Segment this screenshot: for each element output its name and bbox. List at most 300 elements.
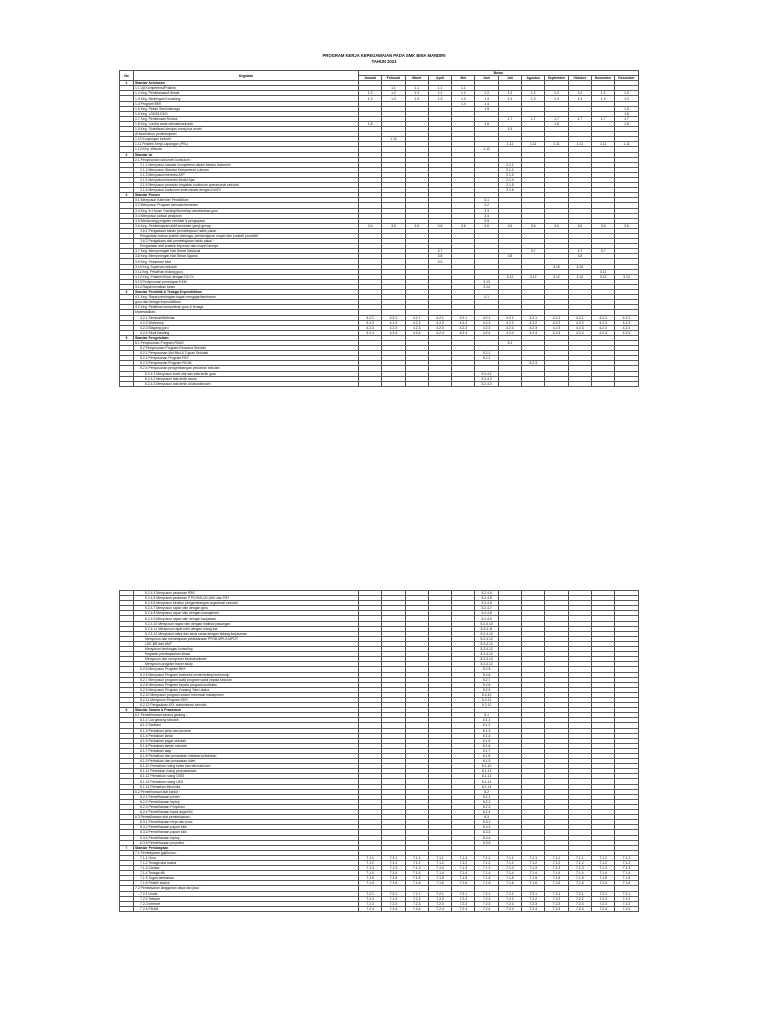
month-cell-desember: 7.1.1 — [615, 855, 638, 860]
month-cell-desember: 1.5 — [615, 106, 638, 111]
month-cell-agustus: 4.2.3 — [522, 325, 545, 330]
month-cell-november: 3.11 — [591, 269, 614, 274]
month-cell-mei: 1.2 — [452, 91, 475, 96]
month-cell-agustus: 1.11 — [522, 142, 545, 147]
month-cell-september: 4.2.1 — [545, 315, 568, 320]
activity-label: 6.2.4 Pemeliharaan kipas angin/AC — [134, 810, 359, 815]
month-cell-september: 7.1.5 — [545, 876, 568, 881]
month-cell-september: 7.2.1 — [545, 891, 568, 896]
header-month-mei: Mei — [452, 76, 475, 81]
activity-label: 7.1.2 Tenaga tata usaha — [134, 860, 359, 865]
month-cell-juni: 4.2.1 — [475, 315, 498, 320]
activity-label: 1.3 Keg. Bimbingan Konseling — [134, 96, 359, 101]
month-cell-juni: 6.1.14 — [475, 784, 498, 789]
activity-label: 6.1.3 Perbaikan pintu dan jendela — [134, 728, 359, 733]
month-cell-september — [545, 381, 568, 386]
month-cell-juli: 7.1.4 — [498, 871, 521, 876]
activity-label: 3.11 Keg. Pelatihan bidang guru — [134, 269, 359, 274]
row-number: 4 — [120, 290, 134, 295]
month-cell-agustus: 7.2.3 — [522, 901, 545, 906]
month-cell-februari: 7.2.3 — [382, 901, 405, 906]
activity-label: 6.1.7 Perbaikan atap — [134, 748, 359, 753]
activity-label: 6.2 Pemeliharaan alat kantor : — [134, 789, 359, 794]
activity-label: 3.9 Keg. Pesantren kilat — [134, 259, 359, 264]
month-cell-juni: 5.2.4.8 — [475, 611, 498, 616]
header-kegiatan: Kegiatan — [134, 71, 359, 81]
month-cell-juni: 6.3 — [475, 815, 498, 820]
month-cell-januari: 7.1.4 — [359, 871, 382, 876]
month-cell-agustus: 7.1.2 — [522, 860, 545, 865]
month-cell-november: 3.6 — [591, 223, 614, 228]
month-cell-januari: 7.2.3 — [359, 901, 382, 906]
activity-label: 2.1.6 Menyusun kurikulum sinkronisasi dengan DU/DI — [134, 188, 359, 193]
month-cell-oktober: 7.1.3 — [568, 866, 591, 871]
month-cell-mei: 7.1.4 — [452, 871, 475, 876]
month-cell-februari: 7.1.3 — [382, 866, 405, 871]
month-cell-februari: 4.2.2 — [382, 320, 405, 325]
month-cell-juni: 6.3.4 — [475, 835, 498, 840]
month-cell-juni: 3.3 — [475, 208, 498, 213]
month-cell-juli: 1.2 — [498, 91, 521, 96]
month-cell-februari: 1.3 — [382, 96, 405, 101]
activity-label: 1.2 Keg. Pembiasaan/Literasi — [134, 91, 359, 96]
month-cell-juni: 5.2.4.12 — [475, 657, 498, 662]
activity-label: 5.2.4.7 Menyusun rapat rutin dengan guru — [134, 606, 359, 611]
header-month-april: April — [428, 76, 451, 81]
month-cell-februari: 7.1.6 — [382, 881, 405, 886]
month-cell-maret: 7.1.5 — [405, 876, 428, 881]
month-cell-juni: 6.3.3 — [475, 830, 498, 835]
month-cell-juni: 5.2.9 — [475, 687, 498, 692]
month-cell-oktober: 4.2.1 — [568, 315, 591, 320]
month-cell-juni: 3.2 — [475, 203, 498, 208]
month-cell-mei: 7.1.2 — [452, 860, 475, 865]
month-cell-mei — [452, 381, 475, 386]
activity-label: 2.1.2 Menyusun Standar Kompetensi Lulusan — [134, 167, 359, 172]
header-month-september: September — [545, 76, 568, 81]
month-cell-mei: 4.2.2 — [452, 320, 475, 325]
month-cell-mei: 7.1.6 — [452, 881, 475, 886]
activity-label: 3.13 Penyusunan penetapan KKM — [134, 279, 359, 284]
month-cell-juni: 6.1 — [475, 713, 498, 718]
activity-label: 5.1 Penyusunan Program RKAS — [134, 340, 359, 345]
month-cell-maret: 7.2.4 — [405, 906, 428, 911]
header-month-februari: Februari — [382, 76, 405, 81]
month-cell-juni: 6.1.6 — [475, 743, 498, 748]
month-cell-februari — [382, 381, 405, 386]
activity-label: 4.2.3 Magang guru — [134, 325, 359, 330]
month-cell-juni: 7.1.4 — [475, 871, 498, 876]
month-cell-desember: 4.2.2 — [615, 320, 638, 325]
month-cell-mei: 7.1.3 — [452, 866, 475, 871]
activity-label: 3.10 Keg. Supervisi sekolah — [134, 264, 359, 269]
month-cell-september: 4.2.4 — [545, 330, 568, 335]
month-cell-september: 7.2.2 — [545, 896, 568, 901]
month-cell-desember: 7.2.2 — [615, 896, 638, 901]
activity-label: Menyusun dan menetapkan pelaksanaan PPDB,MPLS,MPDT, — [134, 636, 359, 641]
row-number: 5 — [120, 335, 134, 340]
month-cell-maret: 7.2.1 — [405, 891, 428, 896]
activity-label: 1.6 Keg. LDKS/LDKO — [134, 111, 359, 116]
month-cell-agustus: 7.2.2 — [522, 896, 545, 901]
month-cell-desember: 4.2.4 — [615, 330, 638, 335]
activity-label: 3.6.1 Pengadaan bahan pembelajaran habis pakai : — [134, 228, 359, 233]
month-cell-mei: 7.2.3 — [452, 901, 475, 906]
month-cell-juli: 7.2.3 — [498, 901, 521, 906]
month-cell-desember: 7.2.3 — [615, 901, 638, 906]
month-cell-september: 4.2.2 — [545, 320, 568, 325]
activity-label: 6.2.1 Pemeliharaan printer — [134, 794, 359, 799]
activity-label: 5.2.6 Menyusun Program business center/enterpreneurship — [134, 672, 359, 677]
month-cell-desember: 3.6 — [615, 223, 638, 228]
header-month-juli: Juli — [498, 76, 521, 81]
month-cell-juni: 3.4 — [475, 213, 498, 218]
month-cell-juni: 6.1.4 — [475, 733, 498, 738]
month-cell-juni: 6.1.8 — [475, 754, 498, 759]
month-cell-november: 7.1.2 — [591, 860, 614, 865]
activity-label: 7.2.2 Telepon — [134, 896, 359, 901]
month-cell-juni: 7.2.1 — [475, 891, 498, 896]
month-cell-juli: 2.1.3 — [498, 172, 521, 177]
activity-label: di awal tahun pembelajaran — [134, 132, 359, 137]
month-cell-juni: 5.2.4.5 — [475, 596, 498, 601]
month-cell-agustus: 4.2.1 — [522, 315, 545, 320]
month-cell-juni: 1.5 — [475, 106, 498, 111]
month-cell-desember: 7.1.4 — [615, 871, 638, 876]
month-cell-juni: 6.1.3 — [475, 728, 498, 733]
month-cell-juni: 6.1.12 — [475, 774, 498, 779]
month-cell-april: 7.2.3 — [428, 901, 451, 906]
month-cell-juni: 6.1.7 — [475, 748, 498, 753]
month-cell-april: 1.1 — [428, 86, 451, 91]
month-cell-desember: 7.1.2 — [615, 860, 638, 865]
month-cell-juni: 7.2.2 — [475, 896, 498, 901]
month-cell-oktober: 3.10 — [568, 264, 591, 269]
month-cell-agustus — [522, 381, 545, 386]
month-cell-mei: 7.1.1 — [452, 855, 475, 860]
month-cell-juni: 3.6 — [475, 223, 498, 228]
month-cell-agustus: 7.1.5 — [522, 876, 545, 881]
month-cell-maret — [405, 381, 428, 386]
month-cell-april: 3.7 — [428, 249, 451, 254]
header-month-januari: Januari — [359, 76, 382, 81]
program-table-page-1 — [119, 70, 639, 387]
month-cell-juli: 4.2.2 — [498, 320, 521, 325]
month-cell-april: 4.2.4 — [428, 330, 451, 335]
month-cell-mei: 7.2.4 — [452, 906, 475, 911]
month-cell-juli: 2.1.4 — [498, 177, 521, 182]
activity-label: 6.1.2 Sanitasi — [134, 723, 359, 728]
month-cell-november: 7.1.5 — [591, 876, 614, 881]
month-cell-november: 7.2.4 — [591, 906, 614, 911]
month-cell-september: 1.2 — [545, 91, 568, 96]
month-cell-februari: 7.1.1 — [382, 855, 405, 860]
activity-label: 6.1.6 Perbaikan taman sekolah — [134, 743, 359, 748]
month-cell-april: 7.1.3 — [428, 866, 451, 871]
month-cell-november: 7.1.3 — [591, 866, 614, 871]
activity-label: 5.2.11 Menyusun Program SDS — [134, 697, 359, 702]
activity-label: 5.2.4.9 Menyusun rapat rutin dengan karyawan — [134, 616, 359, 621]
activity-label: 5.2.12 Pengadaan ATK administrasi sekolah — [134, 703, 359, 708]
month-cell-april: 3.9 — [428, 259, 451, 264]
activity-label: 7.2.3 Internet — [134, 901, 359, 906]
month-cell-november: 7.1.1 — [591, 855, 614, 860]
month-cell-agustus: 7.2.4 — [522, 906, 545, 911]
month-cell-oktober: 7.2.2 — [568, 896, 591, 901]
month-cell-november: 1.2 — [591, 91, 614, 96]
month-cell-oktober: 7.2.1 — [568, 891, 591, 896]
month-cell-juni: 6.2 — [475, 789, 498, 794]
activity-label: 6.1.11 Perbaikan ruang perpustakaan — [134, 769, 359, 774]
table-row — [120, 906, 639, 911]
activity-label: 5.2.2 Penyusunan Program RKT — [134, 356, 359, 361]
header-month-oktober: Oktober — [568, 76, 591, 81]
activity-label: Standar Kelulusan — [134, 81, 359, 86]
month-cell-agustus: 3.6 — [522, 223, 545, 228]
month-cell-januari: 7.1.1 — [359, 855, 382, 860]
activity-label: 7.2 Pembayaran langganan daya dan jasa : — [134, 886, 359, 891]
activity-label: 3.12 Keg. Prakerin/MoU dengan DU DI — [134, 274, 359, 279]
activity-label: Menyusun program tracer study — [134, 662, 359, 667]
month-cell-september: 7.1.1 — [545, 855, 568, 860]
month-cell-januari: 7.1.6 — [359, 881, 382, 886]
month-cell-juni: 6.1.13 — [475, 779, 498, 784]
month-cell-november: 7.1.6 — [591, 881, 614, 886]
activity-label: 6.2.2 Pemeliharaan laptop — [134, 799, 359, 804]
activity-label: 6.1.8 Perbaikan dan perawatan instalasi kelistrikan — [134, 754, 359, 759]
month-cell-agustus: 3.7 — [522, 249, 545, 254]
month-cell-agustus: 1.7 — [522, 116, 545, 121]
month-cell-juni: 1.4 — [475, 101, 498, 106]
month-cell-desember: 1.7 — [615, 116, 638, 121]
month-cell-november — [591, 381, 614, 386]
month-cell-november: 7.1.4 — [591, 871, 614, 876]
month-cell-september: 1.11 — [545, 142, 568, 147]
activity-label: 7.1.5 Tugas tambahan — [134, 876, 359, 881]
activity-label: 6.1.4 Perbaikan lantai — [134, 733, 359, 738]
month-cell-oktober: 1.11 — [568, 142, 591, 147]
month-cell-juli: 1.3 — [498, 96, 521, 101]
month-cell-november: 4.2.1 — [591, 315, 614, 320]
month-cell-april: 4.2.2 — [428, 320, 451, 325]
activity-label: 3.7 Keg. Memperingati Hari Besar Nasional — [134, 249, 359, 254]
activity-label: 7.1.6 Pelatih ekskul — [134, 881, 359, 886]
month-cell-november: 3.7 — [591, 249, 614, 254]
header-month-maret: Maret — [405, 76, 428, 81]
month-cell-agustus: 1.3 — [522, 96, 545, 101]
activity-label: 7.2.4 PDAM — [134, 906, 359, 911]
month-cell-juni: 7.1.1 — [475, 855, 498, 860]
month-cell-mei: 7.2.2 — [452, 896, 475, 901]
activity-label: 7.1.3 Caraka — [134, 866, 359, 871]
month-cell-november: 1.3 — [591, 96, 614, 101]
month-cell-februari: 4.2.4 — [382, 330, 405, 335]
month-cell-april: 7.1.4 — [428, 871, 451, 876]
activity-label: Pengadaan bahan praktik olahraga, pembelajaran mapel dan praktek produktif — [134, 234, 359, 239]
month-cell-oktober: 7.2.4 — [568, 906, 591, 911]
month-cell-september: 7.1.4 — [545, 871, 568, 876]
month-cell-juni: 5.2.4.12 — [475, 652, 498, 657]
activity-label: 6.3.2 Pemeliharaan papan tulis — [134, 825, 359, 830]
month-cell-februari: 1.2 — [382, 91, 405, 96]
month-cell-september: 7.2.3 — [545, 901, 568, 906]
activity-label: 6.1.9 Perbaikan dan perawatan toilet — [134, 759, 359, 764]
month-cell-april: 7.2.1 — [428, 891, 451, 896]
month-cell-november: 7.2.1 — [591, 891, 614, 896]
month-cell-april: 1.2 — [428, 91, 451, 96]
activity-label: 7.1.4 Tenaga dik — [134, 871, 359, 876]
month-cell-juni: 5.2.12 — [475, 703, 498, 708]
month-cell-desember — [615, 381, 638, 386]
month-cell-juni: 6.2.4 — [475, 810, 498, 815]
month-cell-juni: 3.14 — [475, 284, 498, 289]
month-cell-januari: 1.8 — [359, 121, 382, 126]
month-cell-agustus: 7.1.4 — [522, 871, 545, 876]
month-cell-oktober: 1.2 — [568, 91, 591, 96]
month-cell-maret: 7.1.4 — [405, 871, 428, 876]
month-cell-september: 7.1.2 — [545, 860, 568, 865]
month-cell-februari: 4.2.3 — [382, 325, 405, 330]
month-cell-mei: 3.6 — [452, 223, 475, 228]
month-cell-september: 3.10 — [545, 264, 568, 269]
program-table-page-2 — [119, 590, 639, 912]
month-cell-desember: 1.2 — [615, 91, 638, 96]
month-cell-november: 4.2.2 — [591, 320, 614, 325]
month-cell-agustus: 3.12 — [522, 274, 545, 279]
month-cell-juli: 7.1.3 — [498, 866, 521, 871]
month-cell-juli: 3.6 — [498, 223, 521, 228]
month-cell-desember: 7.1.3 — [615, 866, 638, 871]
activity-label: 1.7 Keg. Pembinaan Rohani — [134, 116, 359, 121]
month-cell-maret: 4.2.3 — [405, 325, 428, 330]
month-cell-juli: 2.1.5 — [498, 183, 521, 188]
month-cell-juli: 7.2.4 — [498, 906, 521, 911]
month-cell-juli: 7.2.2 — [498, 896, 521, 901]
activity-label: 5.2.5 Menyusun Program BKK — [134, 667, 359, 672]
month-cell-september: 7.1.3 — [545, 866, 568, 871]
activity-label: 1.8 Keg. Lomba antar sekolah/sekolah — [134, 121, 359, 126]
activity-label: 7.2.1 Listrik — [134, 891, 359, 896]
month-cell-juni: 3.1 — [475, 198, 498, 203]
month-cell-maret: 7.2.2 — [405, 896, 428, 901]
activity-label: 5.2.4.5 Menyusun pedoman PTS,PAS,US,UKK dan PAT — [134, 596, 359, 601]
month-cell-mei: 7.2.1 — [452, 891, 475, 896]
activity-label: 5.2.8 Menyusun Program kepala program kurikulas — [134, 682, 359, 687]
month-cell-januari: 3.6 — [359, 223, 382, 228]
month-cell-februari: 1.1 — [382, 86, 405, 91]
month-cell-desember: 7.2.4 — [615, 906, 638, 911]
month-cell-maret: 1.3 — [405, 96, 428, 101]
month-cell-juni: 6.2.3 — [475, 804, 498, 809]
activity-label: 1.11 Praktek Kerja Lapangan (PKL) — [134, 142, 359, 147]
month-cell-oktober: 7.1.6 — [568, 881, 591, 886]
month-cell-januari: 7.2.2 — [359, 896, 382, 901]
header-month-november: November — [591, 76, 614, 81]
month-cell-april: 7.2.4 — [428, 906, 451, 911]
activity-label: 3.6.2 Pengadaan alat pembelajaran habis pakai : — [134, 239, 359, 244]
activity-label: 1.1 Uji Kompetensi/Praktek — [134, 86, 359, 91]
month-cell-juni: 7.1.6 — [475, 881, 498, 886]
month-cell-juni: 1.2 — [475, 91, 498, 96]
month-cell-juni: 7.2.3 — [475, 901, 498, 906]
month-cell-agustus: 4.2.2 — [522, 320, 545, 325]
month-cell-agustus: 7.2.1 — [522, 891, 545, 896]
month-cell-juni: 5.2.7 — [475, 677, 498, 682]
activity-label: 5.2.4.3 Menyusun tata tertib di laboratorium — [134, 381, 359, 386]
month-cell-oktober: 3.12 — [568, 274, 591, 279]
month-cell-juni: 7.1.5 — [475, 876, 498, 881]
month-cell-desember: 1.3 — [615, 96, 638, 101]
activity-label: 3.8 Keg. Memperingati Hari Besar Agama — [134, 254, 359, 259]
month-cell-juni: 3.13 — [475, 279, 498, 284]
activity-label: 2.1.5 Menyusun prosedur kegiatan kurikulum operasional sekolah — [134, 183, 359, 188]
month-cell-juni: 5.2.4.12 — [475, 662, 498, 667]
month-cell-juli: 7.1.1 — [498, 855, 521, 860]
row-number: 2 — [120, 152, 134, 157]
month-cell-juli: 2.1.2 — [498, 167, 521, 172]
month-cell-juni: 6.3.2 — [475, 825, 498, 830]
month-cell-mei: 4.2.1 — [452, 315, 475, 320]
month-cell-juli: 5.1 — [498, 340, 521, 345]
month-cell-september: 1.7 — [545, 116, 568, 121]
month-cell-juni: 5.2.4.4 — [475, 591, 498, 596]
month-cell-maret: 4.2.4 — [405, 330, 428, 335]
month-cell-april: 4.2.1 — [428, 315, 451, 320]
activity-label: 6.1.5 Perbaikan pagar sekolah — [134, 738, 359, 743]
month-cell-juli: 7.1.5 — [498, 876, 521, 881]
month-cell-maret: 7.1.1 — [405, 855, 428, 860]
month-cell-april: 7.2.2 — [428, 896, 451, 901]
month-cell-september: 7.2.4 — [545, 906, 568, 911]
document-title: PROGRAM KERJA KEPEGAWAIAN PADA SMK BINA MANDIRI — [322, 53, 446, 58]
activity-label: 2.1 Penyusunan dokumen kurikulum : — [134, 157, 359, 162]
month-cell-juni: 1.3 — [475, 96, 498, 101]
month-cell-oktober: 7.1.1 — [568, 855, 591, 860]
month-cell-april — [428, 381, 451, 386]
month-cell-juni: 6.1.10 — [475, 764, 498, 769]
activity-label: 3.2 Menyusun Program tahunan/semester — [134, 203, 359, 208]
month-cell-oktober: 4.2.3 — [568, 325, 591, 330]
activity-label: 6.1.10 Perbaikan ruang kelas dan laboratorium — [134, 764, 359, 769]
activity-label: Menyusun bimbingan konseling — [134, 647, 359, 652]
activity-label: Kegiatan pendaqwahan siswa — [134, 652, 359, 657]
activity-label: 6.3.4 Pemeliharaan laptop — [134, 835, 359, 840]
month-cell-oktober — [568, 381, 591, 386]
month-cell-januari — [359, 381, 382, 386]
activity-label: LDK-BR dan AMT — [134, 641, 359, 646]
month-cell-september: 1.3 — [545, 96, 568, 101]
month-cell-september: 3.6 — [545, 223, 568, 228]
month-cell-juni: 6.1.11 — [475, 769, 498, 774]
activity-label: 1.10 Kunjungan Industri — [134, 137, 359, 142]
month-cell-november: 4.2.3 — [591, 325, 614, 330]
month-cell-april: 7.1.2 — [428, 860, 451, 865]
month-cell-april: 4.2.3 — [428, 325, 451, 330]
month-cell-juni: 5.2.1 — [475, 351, 498, 356]
month-cell-agustus: 7.1.6 — [522, 881, 545, 886]
activity-label: 6.1.13 Perbaikan ruang UKS — [134, 779, 359, 784]
month-cell-januari: 4.2.4 — [359, 330, 382, 335]
row-number: 3 — [120, 193, 134, 198]
month-cell-oktober: 7.2.3 — [568, 901, 591, 906]
month-cell-juni: 1.8 — [475, 121, 498, 126]
activity-label: 5.2.4.8 Menyusun rapat rutin dengan manajemen — [134, 611, 359, 616]
activity-label: 6.1.1 Cat gedung sekolah — [134, 718, 359, 723]
month-cell-maret: 7.2.3 — [405, 901, 428, 906]
activity-label: 6.1.12 Perbaikan ruang OSIS — [134, 774, 359, 779]
month-cell-april: 7.1.1 — [428, 855, 451, 860]
month-cell-juli: 1.11 — [498, 142, 521, 147]
